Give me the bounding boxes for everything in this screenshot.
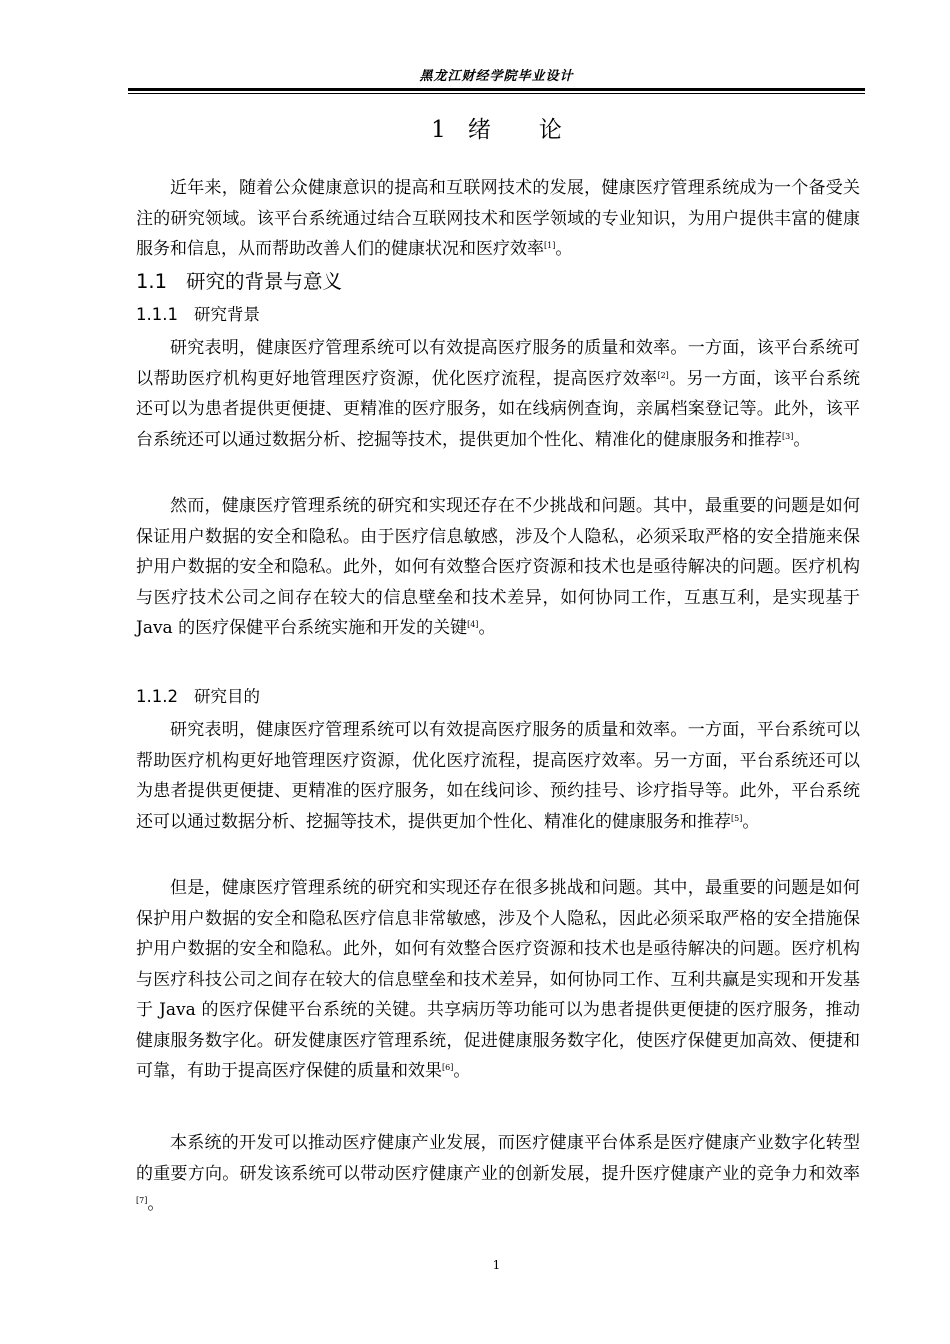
- section-number: 1.1: [136, 270, 168, 293]
- paragraph-text: 。另一方面，该平台系统还可以为患者提供更便捷、更精准的医疗服务，如在线病例查询，亲属档案登记等。此外，该平台系统还可以通过数据分析、挖掘等技术，提供更加个性化、精准化的健康服务和推荐: [136, 368, 861, 450]
- paragraph-text: 本系统的开发可以推动医疗健康产业发展，而医疗健康平台体系是医疗健康产业数字化转型的重要方向。研发该系统可以带动医疗健康产业的创新发展，提升医疗健康产业的竞争力和效率: [136, 1133, 860, 1184]
- paragraph-text: 但是，健康医疗管理系统的研究和实现还存在很多挑战和问题。其中，最重要的问题是如何保护用户数据的安全和隐私医疗信息非常敏感，涉及个人隐私，因此必须采取严格的安全措施保护用户数据的安全和隐私。此外，如何有效整合医疗资源和技术也是亟待解决的问题。医疗机构与医疗科技公司之间存在较大的信息壁垒和技术差异，如何协同工作、互利共赢是实现和开发基于 Java 的医疗保健平台系统的关键。共享病历等功能可以为患者提供更便捷的医疗服务，推动健康服务数字化。研发健康医疗管理系统，促进健康服务数字化，使医疗保健更加高效、便捷和可靠，有助于提高医疗保健的质量和效果: [136, 878, 860, 1081]
- section-title: 研究的背景与意义: [186, 270, 343, 293]
- header-rule-thin: [128, 93, 865, 94]
- paragraph-end: 。: [742, 811, 760, 832]
- citation: [2]: [657, 370, 669, 380]
- citation: [7]: [136, 1196, 148, 1205]
- paragraph-text: 然而，健康医疗管理系统的研究和实现还存在不少挑战和问题。其中，最重要的问题是如何保证用户数据的安全和隐私。由于医疗信息敏感，涉及个人隐私，必须采取严格的安全措施来保护用户数据的安全和隐私。此外，如何有效整合医疗资源和技术也是亟待解决的问题。医疗机构与医疗技术公司之间存在较大的信息壁垒和技术差异，如何协同工作，互惠互利，是实现基于 Java 的医疗保健平台系统实施和开发的关键: [136, 496, 860, 638]
- paragraph-text: 研究表明，健康医疗管理系统可以有效提高医疗服务的质量和效率。一方面，平台系统可以帮助医疗机构更好地管理医疗资源，优化医疗流程，提高医疗效率。另一方面，平台系统还可以为患者提供更便捷、更精准的医疗服务，如在线问诊、预约挂号、诊疗指导等。此外，平台系统还可以通过数据分析、挖掘等技术，提供更加个性化、精准化的健康服务和推荐: [136, 720, 860, 832]
- purpose-paragraph-2: [136, 873, 860, 1087]
- citation: [3]: [782, 431, 794, 441]
- intro-text: 近年来，随着公众健康意识的提高和互联网技术的发展，健康医疗管理系统成为一个备受关注的研究领域。该平台系统通过结合互联网技术和医学领域的专业知识，为用户提供丰富的健康服务和信息，从而帮助改善人们的健康状况和医疗效率: [136, 178, 860, 259]
- chapter-title-char-2: 论: [538, 117, 562, 143]
- purpose-paragraph-1: [136, 715, 860, 837]
- running-header: 黑龙江财经学院毕业设计: [419, 69, 574, 84]
- paragraph-end: 。: [147, 1194, 165, 1214]
- background-paragraph-2: [136, 491, 860, 644]
- intro-paragraph: [136, 173, 860, 265]
- subsection-number: 1.1.2: [136, 687, 178, 706]
- header-rule: [128, 88, 865, 91]
- subsection-title: 研究背景: [194, 305, 260, 324]
- citation: [5]: [731, 813, 743, 823]
- subsection-heading-1-1-2: [136, 683, 260, 711]
- paragraph-end: 。: [478, 618, 496, 638]
- section-heading-1-1: [136, 266, 342, 298]
- chapter-number: 1: [431, 117, 446, 143]
- paragraph-end: 。: [453, 1061, 471, 1081]
- paragraph-end: 。: [793, 429, 811, 450]
- chapter-title-char-1: 绪: [467, 117, 491, 143]
- background-paragraph-1: [136, 333, 860, 455]
- subsection-heading-1-1-1: [136, 301, 260, 329]
- subsection-title: 研究目的: [194, 687, 260, 706]
- page-number: 1: [492, 1258, 501, 1272]
- citation: [1]: [544, 241, 556, 250]
- purpose-paragraph-3: [136, 1128, 860, 1220]
- intro-end: 。: [555, 239, 573, 259]
- subsection-number: 1.1.1: [136, 305, 178, 324]
- citation: [4]: [467, 620, 479, 629]
- citation: [6]: [442, 1063, 454, 1072]
- chapter-title: [128, 113, 865, 147]
- paragraph-text: 研究表明，健康医疗管理系统可以有效提高医疗服务的质量和效率。一方面，该平台系统可以帮助医疗机构更好地管理医疗资源，优化医疗流程，提高医疗效率: [136, 338, 860, 389]
